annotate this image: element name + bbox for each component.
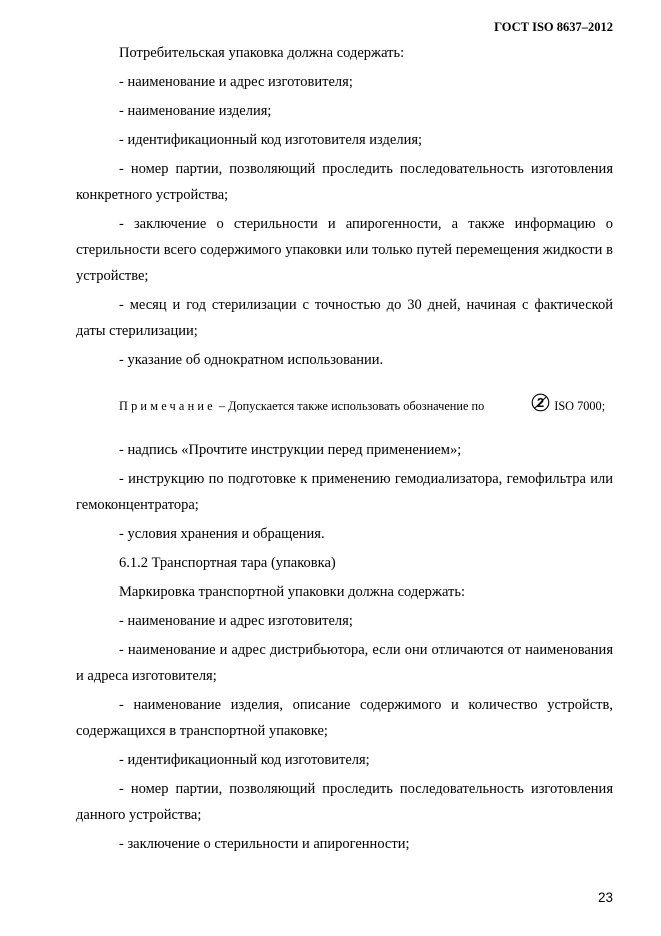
list-item: - указание об однократном использовании. bbox=[119, 352, 384, 368]
symbol-digit: 2 bbox=[537, 395, 545, 410]
list-item: - номер партии, позволяющий проследить последовательность изготовления конкретного устройства; bbox=[76, 161, 613, 203]
section-heading: 6.1.2 Транспортная тара (упаковка) bbox=[119, 555, 336, 571]
list-item: - наименование изделия, описание содержимого и количество устройств, содержащихся в транспортной упаковке; bbox=[76, 697, 613, 739]
do-not-reuse-symbol-icon bbox=[488, 393, 550, 419]
standard-code-header: ГОСТ ISO 8637–2012 bbox=[494, 20, 613, 34]
paragraph: Потребительская упаковка должна содержать: bbox=[119, 45, 405, 61]
list-item: - заключение о стерильности и апирогенности; bbox=[119, 836, 410, 852]
list-item: - наименование и адрес дистрибьютора, если они отличаются от наименования и адреса изготовителя; bbox=[76, 642, 613, 684]
note-block bbox=[76, 393, 613, 419]
list-item: - условия хранения и обращения. bbox=[119, 526, 325, 542]
list-item: - наименование изделия; bbox=[119, 103, 272, 119]
list-item: - наименование и адрес изготовителя; bbox=[119, 613, 353, 629]
list-item: - идентификационный код изготовителя; bbox=[119, 752, 370, 768]
list-item: - наименование и адрес изготовителя; bbox=[119, 74, 353, 90]
paragraph: Маркировка транспортной упаковки должна содержать: bbox=[119, 584, 465, 600]
list-item: - идентификационный код изготовителя изделия; bbox=[119, 132, 423, 148]
list-item: - заключение о стерильности и апирогенности, а также информацию о стерильности всего содержимого упаковки или только путей перемещения жидкости в устройстве; bbox=[76, 216, 613, 284]
note-label: Примечание bbox=[119, 399, 216, 413]
note-text: – Допускается также использовать обозначение по bbox=[215, 399, 485, 413]
list-item: - месяц и год стерилизации с точностью до 30 дней, начиная с фактической даты стерилизации; bbox=[76, 297, 613, 339]
page-number: 23 bbox=[597, 890, 613, 905]
page-content bbox=[76, 40, 613, 857]
list-item: - инструкцию по подготовке к применению гемодиализатора, гемофильтра или гемоконцентратора; bbox=[76, 471, 613, 513]
list-item: - надпись «Прочтите инструкции перед применением»; bbox=[119, 442, 462, 458]
list-item: - номер партии, позволяющий проследить последовательность изготовления данного устройства; bbox=[76, 781, 613, 823]
note-text-end: ISO 7000; bbox=[554, 399, 606, 413]
